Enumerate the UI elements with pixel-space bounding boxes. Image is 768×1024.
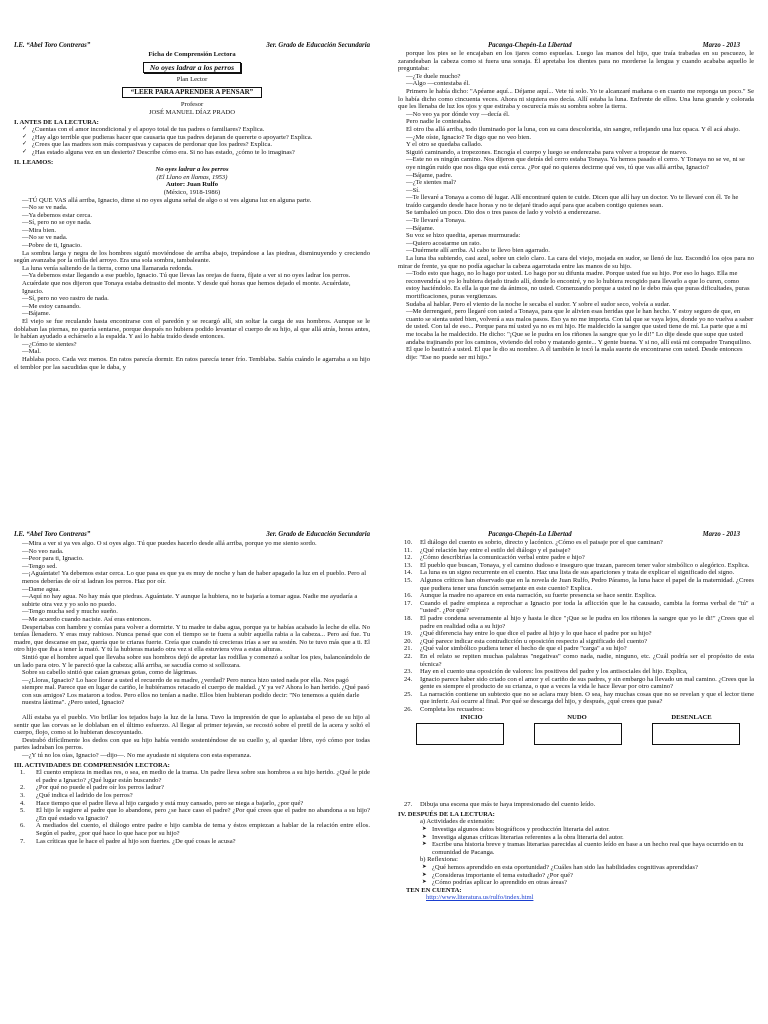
activity-number: 23. — [404, 668, 413, 676]
activity-item — [398, 676, 754, 691]
author-line: Autor: Juan Rulfo — [165, 181, 219, 189]
activity-number: 14. — [404, 569, 413, 577]
dialogue-line: —Pobre de ti, Ignacio. — [22, 242, 82, 250]
activity-item — [398, 592, 754, 600]
activity-number: 18. — [404, 614, 413, 622]
dialogue-line: —Mira a ver si ya ves algo. O si oyes algo. Tú que puedes hacerlo desde allá arriba, porque yo me siento sordo. — [22, 540, 317, 547]
activity-number: 5. — [20, 807, 25, 815]
comprehension-activities — [14, 769, 370, 845]
extension-item: ➤ Investiga algunos datos biográficos y producción literaria del autor. — [398, 826, 754, 834]
activity-number: 19. — [404, 630, 413, 638]
dialogue-line: —¿Te sientes mal? — [406, 179, 457, 187]
dialogue-line: —Te llevaré a Tonaya. — [406, 217, 466, 225]
dialogue-line: —¡Aguántate! Ya debemos estar cerca. Lo que pasa es que ya es muy de noche y han de haber apagado la luz en el pueblo. Pero al menos deberías de oír si ladran los perros. Haz por oír. — [22, 570, 367, 585]
page-header — [398, 42, 754, 50]
story-text — [14, 540, 370, 760]
section-heading: II. LEAMOS: — [14, 158, 54, 166]
story-paragraph: Sobre su cabello sintió que caían gruesas gotas, como de lágrimas. — [22, 669, 198, 677]
story-paragraph: La luna venía saliendo de la tierra, como una llamarada redonda. — [22, 264, 193, 272]
dialogue-line: —Ya debemos estar cerca. — [22, 211, 93, 219]
dialogue-line: —No veo ya por dónde voy —decía él. — [406, 110, 510, 118]
place-label: Pacanga-Chepén-La Libertad — [488, 531, 572, 538]
inicio-box[interactable] — [416, 723, 504, 745]
activity-text: El cuento empieza in medias res, o sea, en medio de la trama. Un padre lleva sobre sus hombros a su hijo herido. ¿Qué le pide el padre a Ignacio? ¿Qué lugar están buscando? — [36, 769, 370, 784]
story-paragraph: La sombra larga y negra de los hombres siguió moviéndose de arriba abajo, trepándose a las piedras, disminuyendo y creciendo según avanzaba por la orilla del arroyo. Era una sola sombra, tambaleante. — [14, 249, 370, 265]
school-name: I.E. “Abel Toro Contreras” — [14, 42, 91, 49]
activity-item — [398, 562, 754, 570]
dialogue-line: —Sí. — [406, 186, 420, 194]
activity-text: Las críticas que le hace el padre al hijo son fuertes. ¿De qué cosas le acusa? — [36, 837, 236, 845]
dialogue-line: —No veo nada. — [22, 547, 64, 555]
section-heading: IV. DESPUÉS DE LA LECTURA: — [398, 810, 495, 818]
extension-item: ➤ Investiga algunas críticas literarias referentes a la obra literaria del autor. — [398, 834, 754, 842]
story-paragraph: Y el otro se quedaba callado. — [406, 141, 483, 149]
reflection-questions — [398, 864, 754, 887]
activity-text: El pueblo que buscan, Tonaya, y el camino dudoso e inseguro que trazan, parecen tener valor simbólico o alegórico. Explica. — [420, 561, 750, 569]
activity-number: 16. — [404, 592, 413, 600]
dialogue-line: —Quiero acostarme un rato. — [406, 239, 482, 247]
plan-label: Plan Lector — [176, 76, 208, 84]
story-paragraph: Siguió caminando, a tropezones. Encogía el cuerpo y luego se enderezaba para volver a tropezar de nuevo. — [406, 148, 688, 156]
box-label-desenlace: DESENLACE — [671, 713, 712, 721]
activity-item — [398, 706, 754, 714]
activity-item — [398, 653, 754, 668]
book-reference: (El Llano en llamas, 1953) — [156, 173, 228, 181]
activity-number: 25. — [404, 690, 413, 698]
grade-label: 3er. Grado de Educación Secundaria — [266, 42, 370, 49]
page-header — [14, 531, 370, 539]
dialogue-line: —Bájame. — [406, 224, 435, 232]
activity-text: El hijo le sugiere al padre que lo abandone, pero ¿se hace caso el padre? ¿Por qué crees que el padre no abandona a su hijo? ¿En qué estado va Ignacio? — [36, 807, 370, 822]
activity-number: 11. — [404, 546, 412, 554]
activity-number: 4. — [20, 799, 25, 807]
activity-item — [14, 807, 370, 822]
page-4 — [384, 512, 768, 1024]
reflection-item: ➤ ¿Cómo podrías aplicar lo aprendido en otras áreas? — [398, 879, 754, 887]
dialogue-line: —Todo esto que hago, no lo hago por usted. Lo hago por su difunta madre. Porque usted fue su hijo. Por eso lo hago. Ella me reconvendría si yo lo hubiera dejado tirado allí, donde lo encontré, y no lo hubiera recogido para llevarlo a que lo curen, como estoy haciéndolo. Es ella la que me da ánimos, no usted. Comenzando porque a usted no le debo más que puras dificultades, puras mortificaciones, puras vergüenzas. — [406, 270, 750, 300]
dialogue-line: —Ya debemos estar llegando a ese pueblo, Ignacio. Tú que llevas las orejas de fuera, fíjate a ver si no oyes ladrar los perros. Acuérdate que nos dijeron que Tonaya estaba detrasito del monte. Y desde qué horas que hemos dejado el monte. Acuérdate, Ignacio. — [22, 272, 351, 295]
professor-name: JOSÉ MANUEL DÍAZ PRADO — [148, 108, 236, 116]
story-paragraph: Despertabas con hambre y comías para volver a dormirte. Y tu madre te daba agua, porque ya te habías acabado la leche de ella. No tenías llenadero. Y eras muy rabioso. Nunca pensé que con el tiempo se te fuera a subir aquella rabia a la cabeza... Pero así fue. Tu madre, que descanse en paz, quería que te criaras fuerte. Creía que cuando tú crecieras irías a ser su sostén. No te tuvo más que a ti. El otro hijo que iba a tener la mató. Y tú la hubieras matado otra vez si ella estuviera viva a estas alturas. — [14, 623, 370, 654]
activity-text: La narración contiene un subtexto que no se aclara muy bien. O sea, hay muchas cosas que no se revelan y que el lector tiene que inferir. Así ocurre al final. Por qué se descarga del hijo, y después, ¿qué crees que pasa? — [420, 690, 754, 706]
story-paragraph: Sintió que el hombre aquel que llevaba sobre sus hombros dejó de apretar las rodillas y comenzó a soltar los pies, balanceándolo de un lado para otro. Y le pareció que la cabeza; allá arriba, se sacudía como si sollozara. — [14, 653, 370, 669]
dialogue-line: —Bájame, padre. — [406, 171, 453, 179]
dialogue-line: —Algo —contestaba él. — [406, 80, 470, 88]
story-paragraph: Sudaba al hablar. Pero el viento de la noche le secaba el sudor. Y sobre el sudor seco, volvía a sudar. — [406, 300, 671, 308]
reflection-item: ➤ ¿Consideras importante el tema estudiado? ¿Por qué? — [398, 872, 754, 880]
activity-number: 13. — [404, 561, 413, 569]
dialogue-line: —Aquí no hay agua. No hay más que piedras. Aguántate. Y aunque la hubiera, no te bajaría a tomar agua. Nadie me ayudaría a subirte otra vez y yo solo no puedo. — [22, 593, 358, 608]
activity-text: En el relato se repiten muchas palabras "negativas" como nada, nadie, ninguno, etc. ¿Cuál podría ser el propósito de esta técnica? — [420, 652, 754, 668]
box-label-nudo: NUDO — [567, 713, 587, 721]
reflection-label: b) Reflexiona: — [420, 856, 458, 864]
dialogue-line: —TÚ QUE VAS allá arriba, Ignacio, dime si no oyes alguna señal de algo o si ves alguna luz en alguna parte. — [22, 196, 312, 204]
grade-label: 3er. Grado de Educación Secundaria — [266, 531, 370, 538]
activity-item — [398, 554, 754, 562]
box-label-inicio: INICIO — [460, 713, 483, 721]
activity-text: ¿Cómo describirías la comunicación verbal entre padre e hijo? — [420, 554, 585, 562]
activity-text: Aunque la madre no aparece en esta narración, su fuerte presencia se hace sentir. Explica. — [420, 592, 657, 600]
activity-number: 2. — [20, 784, 25, 792]
activity-number: 15. — [404, 576, 413, 584]
school-name: I.E. “Abel Toro Contreras” — [14, 531, 91, 538]
dialogue-line: —Este no es ningún camino. Nos dijeron que detrás del cerro estaba Tonaya. Ya hemos pasado el cerro. Y Tonaya no se ve, ni se oye ningún ruido que nos diga que está cerca. ¿Por qué no quieres decirme qué ves, tú que vas allá arriba, Ignacio? — [406, 156, 745, 171]
dialogue-line: —Me estoy cansando. — [22, 302, 81, 310]
dialogue-line: —Tengo sed. — [22, 562, 58, 570]
activity-item — [398, 600, 754, 615]
dialogue-line: —Sí, pero no veo rastro de nada. — [22, 295, 109, 303]
story-paragraph: Pero nadie le contestaba. — [406, 118, 472, 126]
dialogue-line: —Te llevaré a Tonaya a como dé lugar. Allí encontraré quien te cuide. Dicen que allí hay un doctor. Yo te llevaré con él. Te he traído cargando desde hace horas y no te dejaré tirado aquí para que acaben contigo quienes sean. — [406, 194, 739, 209]
activity-text: ¿Qué diferencia hay entre lo que dice el padre al hijo y lo que hace el padre por su hijo? — [420, 630, 652, 638]
dialogue-line: —Bájame. — [22, 310, 51, 318]
activity-item — [398, 577, 754, 592]
activity-text: Algunos críticos han observado que en la novela de Juan Rulfo, Pedro Páramo, la luna hace el papel de la maternidad. ¿Crees que pudiera tener una función semejante en este cuento? Explica. — [420, 576, 754, 592]
story-title: No oyes ladrar a los perros — [155, 166, 229, 174]
activity-item — [14, 792, 370, 800]
activity-number: 24. — [404, 675, 413, 683]
activity-number: 20. — [404, 637, 413, 645]
activity-item — [398, 638, 754, 646]
activity-item — [14, 769, 370, 784]
activity-text: ¿Qué valor simbólico pudiera tener el hecho de que el padre "carga" a su hijo? — [420, 645, 627, 653]
activity-text: A mediados del cuento, el diálogo entre padre e hijo cambia de tema y éstos empiezan a hablar de la relación entre ellos. Según el padre, ¿por qué hace lo que hace por su hijo? — [36, 822, 370, 837]
dialogue-line: —Mira bien. — [22, 226, 57, 234]
activity-text: Ignacio parece haber sido criado con el amor y el cariño de sus padres, y sin embargo ha llevado un mal camino. ¿Crees que la gente es siempre el producto de su crianza, o que a veces la vida le hace llevar por otro camino? — [420, 675, 754, 691]
page-3 — [0, 512, 384, 1024]
activity-item — [14, 822, 370, 837]
activity-item — [14, 800, 370, 808]
dialogue-line: —¿Cómo te sientes? — [22, 340, 77, 348]
activity-text: Cuando el padre empieza a reprochar a Ignacio por toda la aflicción que le ha causado, cambia la forma verbal de "tú" a "usted". ¿Por qué? — [420, 599, 754, 615]
date-label: Marzo - 2013 — [702, 531, 740, 538]
activity-item: 27. Dibuja una escena que más te haya impresionado del cuento leído. — [404, 801, 596, 809]
activity-text: ¿Qué relación hay entre el estilo del diálogo y el paisaje? — [420, 546, 571, 554]
story-structure-boxes — [398, 723, 754, 745]
comprehension-activities — [398, 539, 754, 714]
dialogue-line: —Duérmete allí arriba. Al cabo te llevo bien agarrado. — [406, 247, 550, 255]
activity-item — [398, 668, 754, 676]
desenlace-box[interactable] — [652, 723, 740, 745]
activity-number: 26. — [404, 706, 413, 714]
reference-link[interactable]: http://www.literatura.us/rulfo/index.html — [426, 894, 534, 902]
activity-text: Hay en el cuento una oposición de valores: los positivos del padre y los antisociales del hijo. Explica, — [420, 668, 688, 676]
section-heading: I. ANTES DE LA LECTURA: — [14, 118, 99, 126]
activity-text: El padre condena severamente al hijo y hasta le dice "¡Que se le pudra en los riñones la sangre que yo le di!" ¿Crees que el padre en realidad odia a su hijo? — [420, 614, 754, 630]
page-1 — [0, 0, 384, 512]
dialogue-line: —¿Y tú no los oías, Ignacio? —dijo—. No me ayudaste ni siquiera con esta esperanza. — [22, 752, 252, 760]
story-paragraph: La luna iba subiendo, casi azul, sobre un cielo claro. La cara del viejo, mojada en sudor, se llenó de luz. Escondió los ojos para no mirar de frente, ya que no podía agachar la cabeza agarrotada entre las manos de su hijo. — [398, 255, 754, 270]
story-structure-labels — [398, 714, 754, 722]
ten-en-cuenta-label: TEN EN CUENTA: — [406, 886, 462, 894]
activity-item — [398, 547, 754, 555]
story-paragraph: Allí estaba ya el pueblo. Vio brillar los tejados bajo la luz de la luna. Tuvo la impresión de que lo aplastaba el peso de su hijo al sentir que las corvas se le doblaban en el último esfuerzo. Al llegar al primer tejaván, se recostó sobre el pretil de la acera y soltó el cuerpo, flojo, como si lo hubieran descoyuntado. — [14, 714, 370, 737]
activity-number: 6. — [20, 822, 25, 830]
story-paragraph: Hablaba poco. Cada vez menos. En ratos parecía dormir. En ratos parecía tener frío. Temblaba. Sabía cuándo le agarraba a su hijo el temblor por las sacudidas que le daba, y — [14, 355, 370, 371]
story-text — [14, 197, 370, 372]
question-item: ✓ ¿Has estado alguna vez en un desierto? Describe cómo era. Si no has estado, ¿cómo te lo imaginas? — [14, 149, 370, 157]
story-paragraph: Primero le había dicho: "Apéame aquí... Déjame aquí... Vete tú solo. Yo te alcanzaré mañana o en cuanto me reponga un poco." Se lo había dicho como cincuenta veces. Ahora ni siquiera eso decía. Allí estaba la luna. Enfrente de ellos. Una luna grande y colorada que les llenaba de luz los ojos y que estiraba y oscurecía más su sombra sobre la tierra. — [398, 87, 754, 111]
story-paragraph: Su voz se hizo quedita, apenas murmurada: — [406, 232, 521, 240]
question-item: ✓ ¿Hay algo terrible que pudieras hacer que causaria que tus padres dejaran de quererte o apoyarte? Explica. — [14, 134, 370, 142]
activity-item — [398, 615, 754, 630]
dialogue-line: —Mal. — [22, 348, 41, 356]
activity-item — [398, 539, 754, 547]
page-header — [14, 42, 370, 50]
story-paragraph: El viejo se fue reculando hasta encontrarse con el paredón y se recargó allí, sin soltar la carga de sus hombros. Aunque se le doblaban las piernas, no quería sentarse, porque después no hubiera podido levantar el cuerpo de su hijo, al que allá atrás, horas antes, le habían ayudado a echárselo a la espalda. Y así lo había traído desde entonces. — [14, 318, 370, 341]
question-item: ✓ ¿Cuentas con el amor incondicional y el apoyo total de tus padres o familiares? Explica. — [14, 126, 370, 134]
activity-item — [14, 838, 370, 846]
dialogue-line: —¿Te duele mucho? — [406, 72, 461, 80]
story-paragraph — [14, 707, 370, 714]
activity-item — [14, 784, 370, 792]
nudo-box[interactable] — [534, 723, 622, 745]
story-paragraph: porque los pies se le encajaban en los ijares como espuelas. Luego las manos del hijo, que traía trabadas en su pescuezo, le zarandeaban la cabeza como si fuera una sonaja. Él apretaba los dientes para no morderse la lengua y cuando acababa aquello le preguntaba: — [398, 50, 754, 73]
author-dates: (México, 1918-1986) — [163, 188, 221, 196]
date-label: Marzo - 2013 — [702, 42, 740, 49]
activity-text: ¿Por qué no puede el padre oír los perros ladrar? — [36, 784, 164, 792]
activity-number: 1. — [20, 769, 25, 777]
page-2 — [384, 0, 768, 512]
activity-text: ¿Qué parece indicar esta contradicción u oposición respecto al significado del cuento? — [420, 637, 648, 645]
title-box: No oyes ladrar a los perros — [143, 62, 241, 74]
dialogue-line: —No se ve nada. — [22, 234, 68, 242]
activity-number: 12. — [404, 554, 413, 562]
activity-number: 7. — [20, 837, 25, 845]
activity-number: 10. — [404, 539, 413, 546]
dialogue-line: —Sí, pero no se oye nada. — [22, 219, 92, 227]
activity-item — [398, 691, 754, 706]
dialogue-line: —Me acuerdo cuando naciste. Así eras entonces. — [22, 615, 152, 623]
dialogue-line: —No se ve nada. — [22, 204, 68, 212]
story-paragraph: Destrabó difícilmente los dedos con que su hijo había venido sosteniéndose de su cuello y, al quedar libre, oyó cómo por todas partes ladraban los perros. — [14, 736, 370, 752]
dialogue-line: —Peor para ti, Ignacio. — [22, 555, 84, 563]
motto-box: “LEER PARA APRENDER A PENSAR” — [122, 87, 262, 99]
extension-activities — [398, 826, 754, 856]
dialogue-line: —Dame agua. — [22, 585, 61, 593]
story-paragraph: Se tambaleó un poco. Dio dos o tres pasos de lado y volvió a enderezarse. — [406, 209, 601, 217]
activity-text: ¿Qué indica el ladrido de los perros? — [36, 792, 133, 799]
activity-text: El diálogo del cuento es sobrio, directo y lacónico. ¿Cómo es el paisaje por el que caminan? — [420, 539, 663, 546]
activity-item — [398, 630, 754, 638]
activity-text: Hace tiempo que el padre lleva al hijo cargado y está muy cansado, pero se niega a bajarlo, ¿por qué? — [36, 799, 304, 807]
story-paragraph: El otro iba allá arriba, todo iluminado por la luna, con su cara descolorida, sin sangre, reflejando una luz opaca. Y él acá abajo. — [406, 125, 741, 133]
dialogue-line: —¿Lloras, Ignacio? Lo hace llorar a usted el recuerdo de su madre, ¿verdad? Pero nunca hizo usted nada por ella. Nos pagó siempre mal. Parece que en lugar de cariño, le hubiéramos retacado el cuerpo de maldad. ¿Y ya ve? Ahora lo han herido. ¿Qué pasó con sus amigos? Los mataron a todos. Pero ellos no tenían a nadie. Ellos bien hubieran podido decir: "No tenemos a quién darle nuestra lástima". ¿Pero usted, Ignacio? — [22, 676, 370, 707]
extension-item: ➤ Escribe una historia breve y tramas literarias parecidas al cuento leído en base a un hecho real que haya ocurrido en tu comunidad de Pacanga. — [398, 841, 754, 856]
activity-number: 21. — [404, 645, 413, 653]
activity-number: 17. — [404, 599, 413, 607]
extension-label: a) Actividades de extensión: — [420, 818, 495, 826]
activity-item — [398, 645, 754, 653]
page-header — [398, 531, 754, 539]
dialogue-line: —Tengo mucha sed y mucho sueño. — [22, 608, 118, 616]
activity-number: 3. — [20, 792, 25, 799]
question-item: ✓ ¿Crees que las madres son más compasivas y capaces de perdonar que los padres? Explica. — [14, 141, 370, 149]
worksheet-subtitle: Ficha de Comprensión Lectora — [148, 51, 236, 58]
pre-reading-questions — [14, 126, 370, 156]
dialogue-line: —Me derrengaré, pero llegaré con usted a Tonaya, para que le alivien esas heridas que le han hecho. Y estoy seguro de que, en cuanto se sienta usted bien, volverá a sus malos pasos. Eso ya no me importa. Con tal que se vaya lejos, donde yo no vuelva a saber de usted. Con tal de eso... Porque para mí usted ya no es mi hijo. He maldecido la sangre que usted tiene de mí. La parte que a mí me tocaba la he maldecido. He dicho: "¡Que se le pudra en los riñones la sangre que yo le di!" Lo dije desde que supe que usted andaba trajinando por los caminos, viviendo del robo y matando gente... Y gente buena. Y si no, allí está mi compadre Tranquilino. El que lo bautizó a usted. El que le dio su nombre. A él también le tocó la mala suerte de encontrarse con usted. Desde entonces dije: "Ese no puede ser mi hijo." — [406, 308, 754, 361]
activity-number: 22. — [404, 652, 413, 660]
reflection-item: ➤ ¿Qué hemos aprendido en esta oportunidad? ¿Cuáles han sido las habilidades cognitivas aprendidas? — [398, 864, 754, 872]
dialogue-line: —¿Me oíste, Ignacio? Te digo que no veo bien. — [406, 133, 532, 141]
place-label: Pacanga-Chepén-La Libertad — [488, 42, 572, 49]
section-heading: III. ACTIVIDADES DE COMPRENSIÓN LECTORA: — [14, 761, 170, 769]
activity-text: Completa los recuadros: — [420, 706, 485, 714]
professor-label: Profesor — [180, 101, 204, 109]
story-text — [398, 50, 754, 361]
activity-text: La luna es un signo recurrente en el cuento. Haz una lista de sus apariciones y trata de explicar el significado del signo. — [420, 569, 735, 577]
activity-item — [398, 569, 754, 577]
